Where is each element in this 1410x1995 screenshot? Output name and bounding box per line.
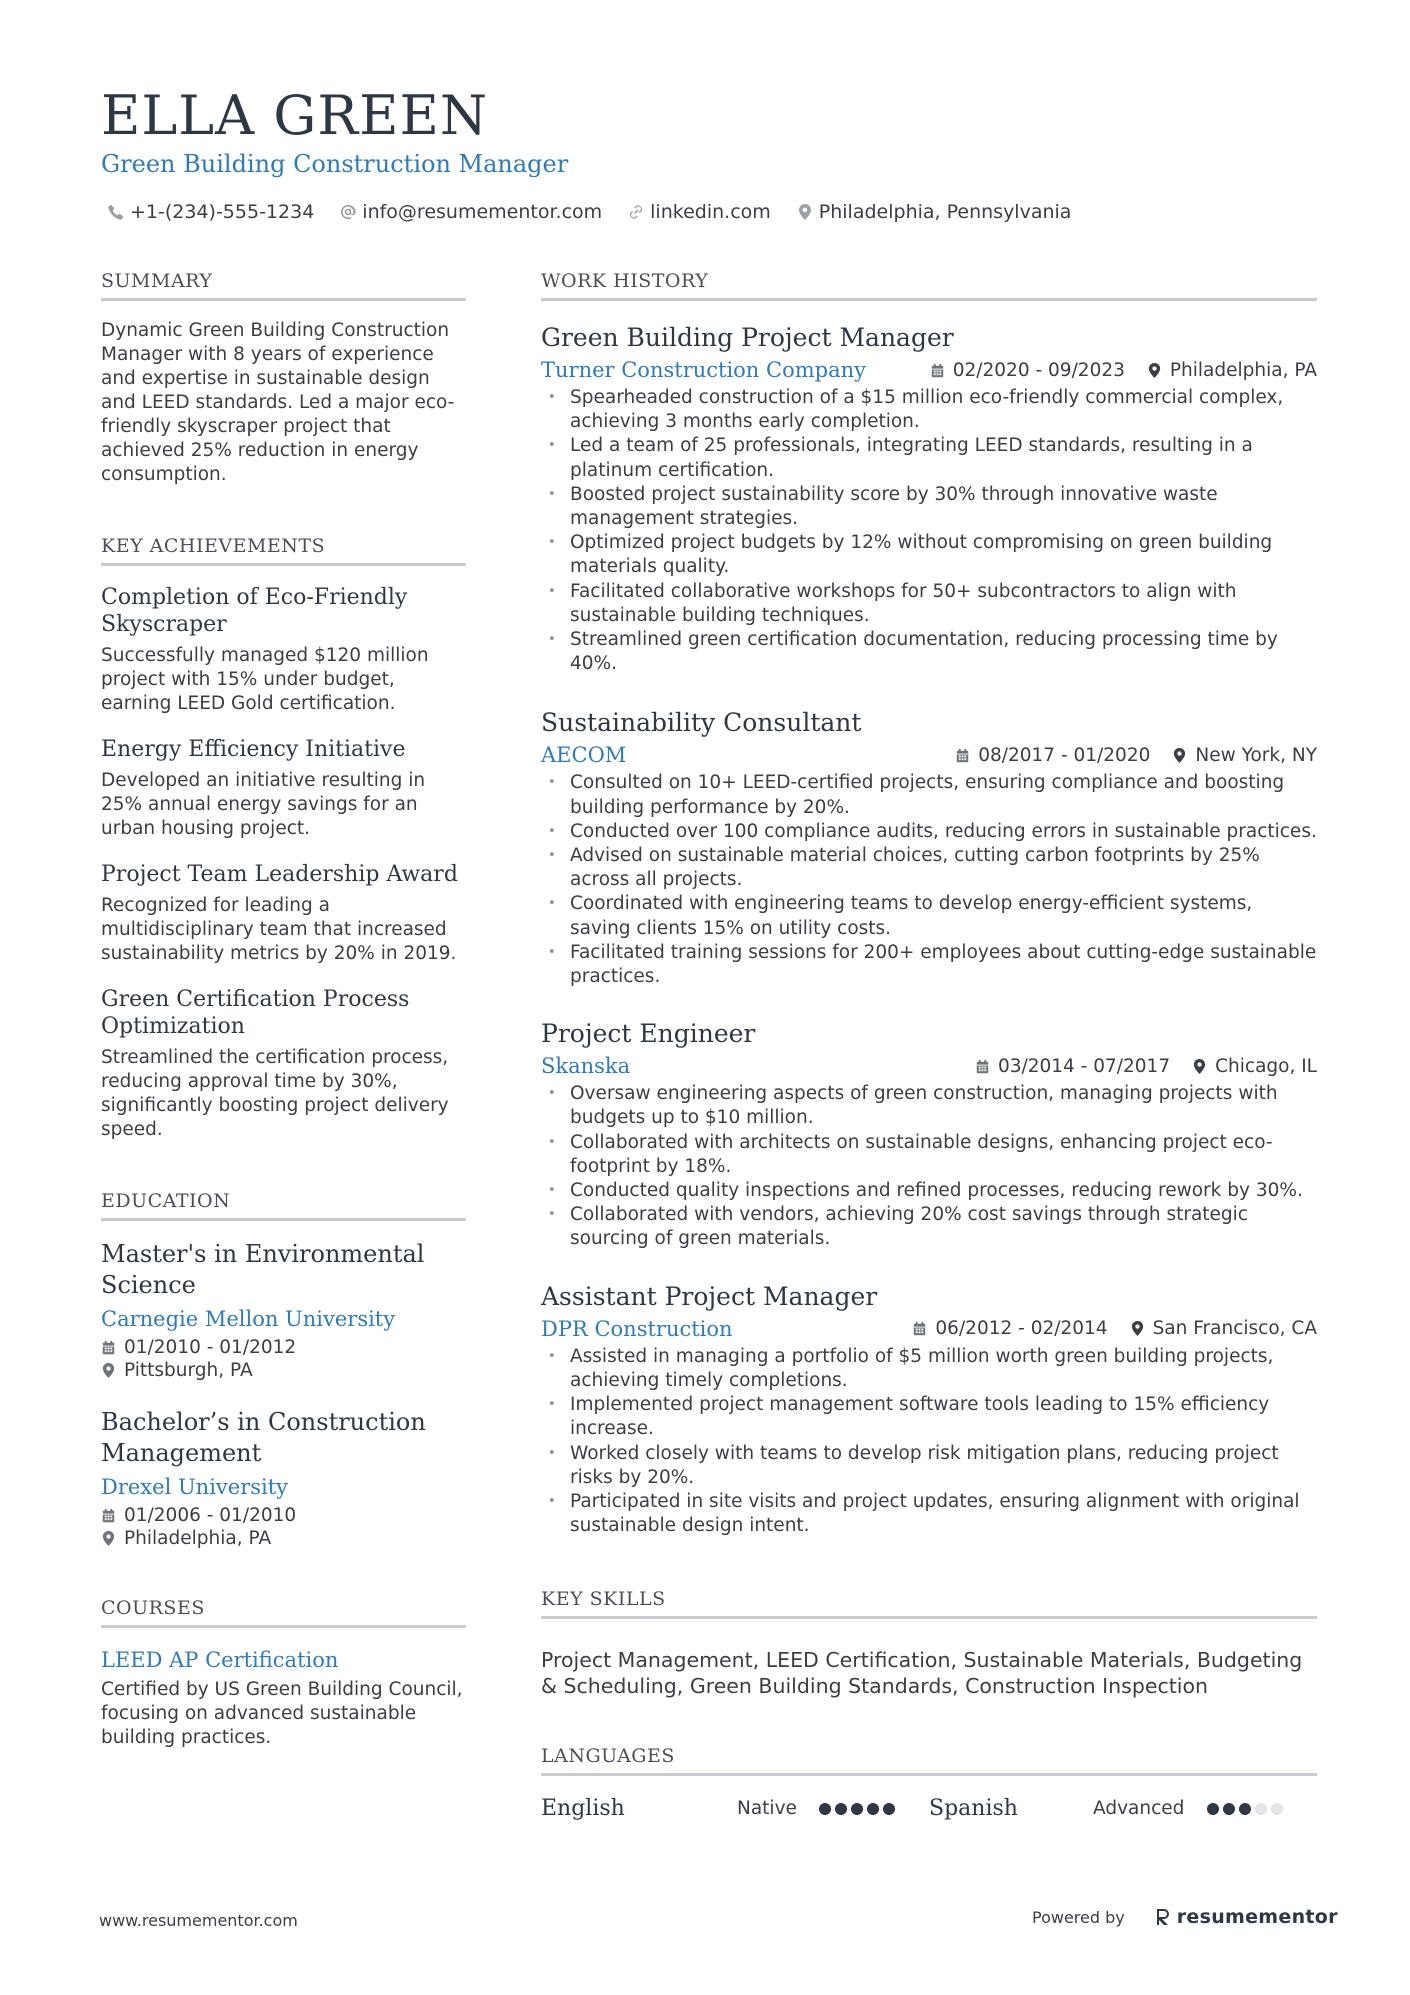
languages-heading: LANGUAGES [541,1745,1317,1776]
job-item [541,323,1317,676]
job-title: Sustainability Consultant [541,708,862,738]
achievement-text: Recognized for leading a multidisciplinary team that increased sustainability metrics by 20% in 2019. [101,895,457,964]
contact-bar [108,201,1071,223]
degree-title: Bachelor’s in Construction Management [101,1408,426,1467]
dates-text: 01/2010 - 01/2012 [124,1337,297,1358]
achievement-title: Completion of Eco-Friendly Skyscraper [101,585,408,637]
job-meta [930,360,1317,381]
calendar-icon [975,1059,990,1074]
job-location [1172,745,1317,766]
dot-empty [1255,1803,1267,1815]
dot-filled [819,1803,831,1815]
job-bullet: • Facilitated training sessions for 200+ employees about cutting-edge sustainable practices. [541,941,1317,989]
job-bullet: • Collaborated with vendors, achieving 20% cost savings through strategic sourcing of green materials. [541,1203,1317,1251]
dot-empty [1271,1803,1283,1815]
dot-filled [851,1803,863,1815]
left-column [101,270,466,1750]
brand-name: resumementor [1176,1906,1338,1928]
education-heading: EDUCATION [101,1190,466,1221]
language-item [541,1796,929,1821]
job-title: Green Building Project Manager [541,323,954,352]
work-heading: WORK HISTORY [541,270,1317,301]
dates-text: 01/2006 - 01/2010 [124,1505,297,1526]
job-dates [955,745,1150,766]
location-pin-icon [101,1363,116,1378]
job-row [541,1054,1317,1078]
dates-text: 02/2020 - 09/2023 [952,359,1125,381]
job-bullet: • Conducted quality inspections and refined processes, reducing rework by 30%. [541,1179,1317,1203]
resumementor-logo-icon [1155,1907,1171,1927]
job-company: Turner Construction Company [541,358,866,382]
languages-row [541,1796,1317,1821]
location-pin-icon [1130,1321,1145,1336]
job-row [541,1317,1317,1341]
candidate-role: Green Building Construction Manager [101,150,569,178]
job-bullet: • Streamlined green certification documentation, reducing processing time by 40%. [541,628,1317,676]
achievement-title: Green Certification Process Optimization [101,987,410,1039]
job-company: Skanska [541,1054,631,1079]
job-bullet: • Consulted on 10+ LEED-certified projects, ensuring compliance and boosting building performance by 20%. [541,771,1317,819]
calendar-icon [912,1321,927,1336]
location-pin-icon [1147,363,1162,378]
job-bullet: • Implemented project management software tools leading to 15% efficiency increase. [541,1393,1317,1441]
summary-heading: SUMMARY [101,270,466,301]
language-name: English [541,1796,625,1822]
candidate-name: ELLA GREEN [101,84,489,147]
education-dates [101,1337,466,1358]
dot-filled [1239,1803,1251,1815]
location-text: New York, NY [1195,744,1317,766]
job-dates [975,1056,1170,1077]
proficiency-dots [819,1803,895,1815]
linkedin-text: linkedin.com [650,201,771,223]
education-location [101,1528,466,1549]
job-bullet: • Optimized project budgets by 12% without compromising on green building materials quality. [541,531,1317,579]
skills-text: Project Management, LEED Certification, Sustainable Materials, Budgeting & Scheduling, Green Building Standards, Construction Inspection [541,1648,1303,1699]
job-bullets [541,386,1317,676]
job-bullet: • Collaborated with architects on sustainable designs, enhancing project eco-footprint by 18%. [541,1131,1317,1179]
job-dates [912,1318,1107,1339]
job-bullet: • Led a team of 25 professionals, integrating LEED standards, resulting in a platinum certification. [541,434,1317,482]
brand-logo[interactable] [1155,1906,1338,1928]
job-item [541,1282,1317,1539]
job-bullet: • Conducted over 100 compliance audits, reducing errors in sustainable practices. [541,820,1317,844]
job-location [1130,1318,1317,1339]
achievement-text: Successfully managed $120 million project with 15% under budget, earning LEED Gold certification. [101,645,429,714]
job-bullet: • Boosted project sustainability score by 30% through innovative waste management strategies. [541,483,1317,531]
courses-heading: COURSES [101,1597,466,1628]
location-text: Philadelphia, PA [1169,359,1317,381]
education-location [101,1360,466,1381]
course-title: LEED AP Certification [101,1648,339,1672]
achievement-item [101,736,466,841]
job-bullets [541,1345,1317,1539]
achievement-title: Energy Efficiency Initiative [101,737,406,762]
job-item [541,708,1317,989]
phone-text: +1-(234)-555-1234 [130,201,315,223]
achievement-item [101,986,466,1142]
job-meta [975,1056,1317,1077]
job-item [541,1019,1317,1251]
location-text: Pittsburgh, PA [124,1360,253,1381]
contact-phone[interactable] [108,201,314,223]
dot-filled [835,1803,847,1815]
calendar-icon [101,1340,116,1355]
language-item [929,1796,1317,1821]
job-bullet: • Spearheaded construction of a $15 million eco-friendly commercial complex, achieving 3 months early completion. [541,386,1317,434]
dot-filled [1223,1803,1235,1815]
location-pin-icon [101,1531,116,1546]
achievement-text: Streamlined the certification process, reducing approval time by 30%, significantly boosting project delivery speed. [101,1047,449,1140]
footer-brand-area [1032,1906,1338,1928]
location-text: Philadelphia, PA [124,1528,272,1549]
powered-by-text: Powered by [1032,1907,1125,1927]
education-item [101,1239,466,1381]
job-row [541,358,1317,382]
proficiency-dots [1207,1803,1283,1815]
job-bullet: • Advised on sustainable material choices, cutting carbon footprints by 25% across all projects. [541,844,1317,892]
dot-filled [867,1803,879,1815]
dates-text: 06/2012 - 02/2014 [935,1318,1108,1340]
job-title: Assistant Project Manager [541,1281,878,1311]
language-level: Advanced [1093,1798,1185,1820]
achievement-item [101,584,466,716]
achievement-text: Developed an initiative resulting in 25% annual energy savings for an urban housing project. [101,770,426,839]
dates-text: 03/2014 - 07/2017 [997,1055,1171,1077]
summary-text: Dynamic Green Building Construction Manager with 8 years of experience and expertise in sustainable design and LEED standards. Led a major eco-friendly skyscraper project that achieved 25% reduction in energy consumption. [101,320,455,485]
job-dates [930,360,1125,381]
dot-filled [883,1803,895,1815]
job-bullet: • Coordinated with engineering teams to develop energy-efficient systems, saving clients 15% on utility costs. [541,892,1317,940]
job-row [541,743,1317,767]
job-bullet: • Oversaw engineering aspects of green construction, managing projects with budgets up to $10 million. [541,1082,1317,1130]
contact-location [797,201,1072,223]
school-name: Drexel University [101,1475,289,1499]
right-column [541,270,1317,1821]
contact-email[interactable] [340,201,602,223]
job-meta [912,1318,1317,1339]
degree-title: Master's in Environmental Science [101,1240,425,1299]
job-title: Project Engineer [541,1019,756,1049]
job-bullets [541,771,1317,989]
location-pin-icon [1172,748,1187,763]
job-bullet: • Assisted in managing a portfolio of $5 million worth green building projects, achieving timely completions. [541,1345,1317,1393]
language-name: Spanish [929,1796,1018,1822]
job-company: AECOM [541,743,627,768]
email-text: info@resumementor.com [362,201,603,223]
dates-text: 08/2017 - 01/2020 [978,744,1151,766]
at-icon [340,204,356,220]
school-name: Carnegie Mellon University [101,1307,396,1331]
job-company: DPR Construction [541,1316,733,1341]
language-level: Native [737,1798,797,1820]
skills-heading: KEY SKILLS [541,1588,1317,1619]
location-text: San Francisco, CA [1152,1318,1317,1340]
location-pin-icon [797,204,813,220]
link-icon [628,204,644,220]
dot-filled [1207,1803,1219,1815]
contact-linkedin[interactable] [628,201,771,223]
job-bullet: • Worked closely with teams to develop risk mitigation plans, reducing project risks by 20%. [541,1442,1317,1490]
footer-website[interactable]: www.resumementor.com [99,1911,298,1930]
calendar-icon [930,363,945,378]
course-text: Certified by US Green Building Council, focusing on advanced sustainable building practices. [101,1679,463,1748]
achievement-title: Project Team Leadership Award [101,862,458,887]
job-location [1192,1056,1317,1077]
education-item [101,1407,466,1549]
location-text: Chicago, IL [1215,1055,1317,1077]
location-pin-icon [1192,1059,1207,1074]
job-bullet: • Participated in site visits and project updates, ensuring alignment with original sustainable design intent. [541,1490,1317,1538]
achievements-heading: KEY ACHIEVEMENTS [101,535,466,566]
job-location [1147,360,1317,381]
location-text: Philadelphia, Pennsylvania [818,201,1072,223]
job-bullets [541,1082,1317,1251]
phone-icon [108,204,124,220]
education-dates [101,1505,466,1526]
achievement-item [101,861,466,966]
job-bullet: • Facilitated collaborative workshops for 50+ subcontractors to align with sustainable building techniques. [541,580,1317,628]
calendar-icon [955,748,970,763]
job-meta [955,745,1317,766]
calendar-icon [101,1508,116,1523]
